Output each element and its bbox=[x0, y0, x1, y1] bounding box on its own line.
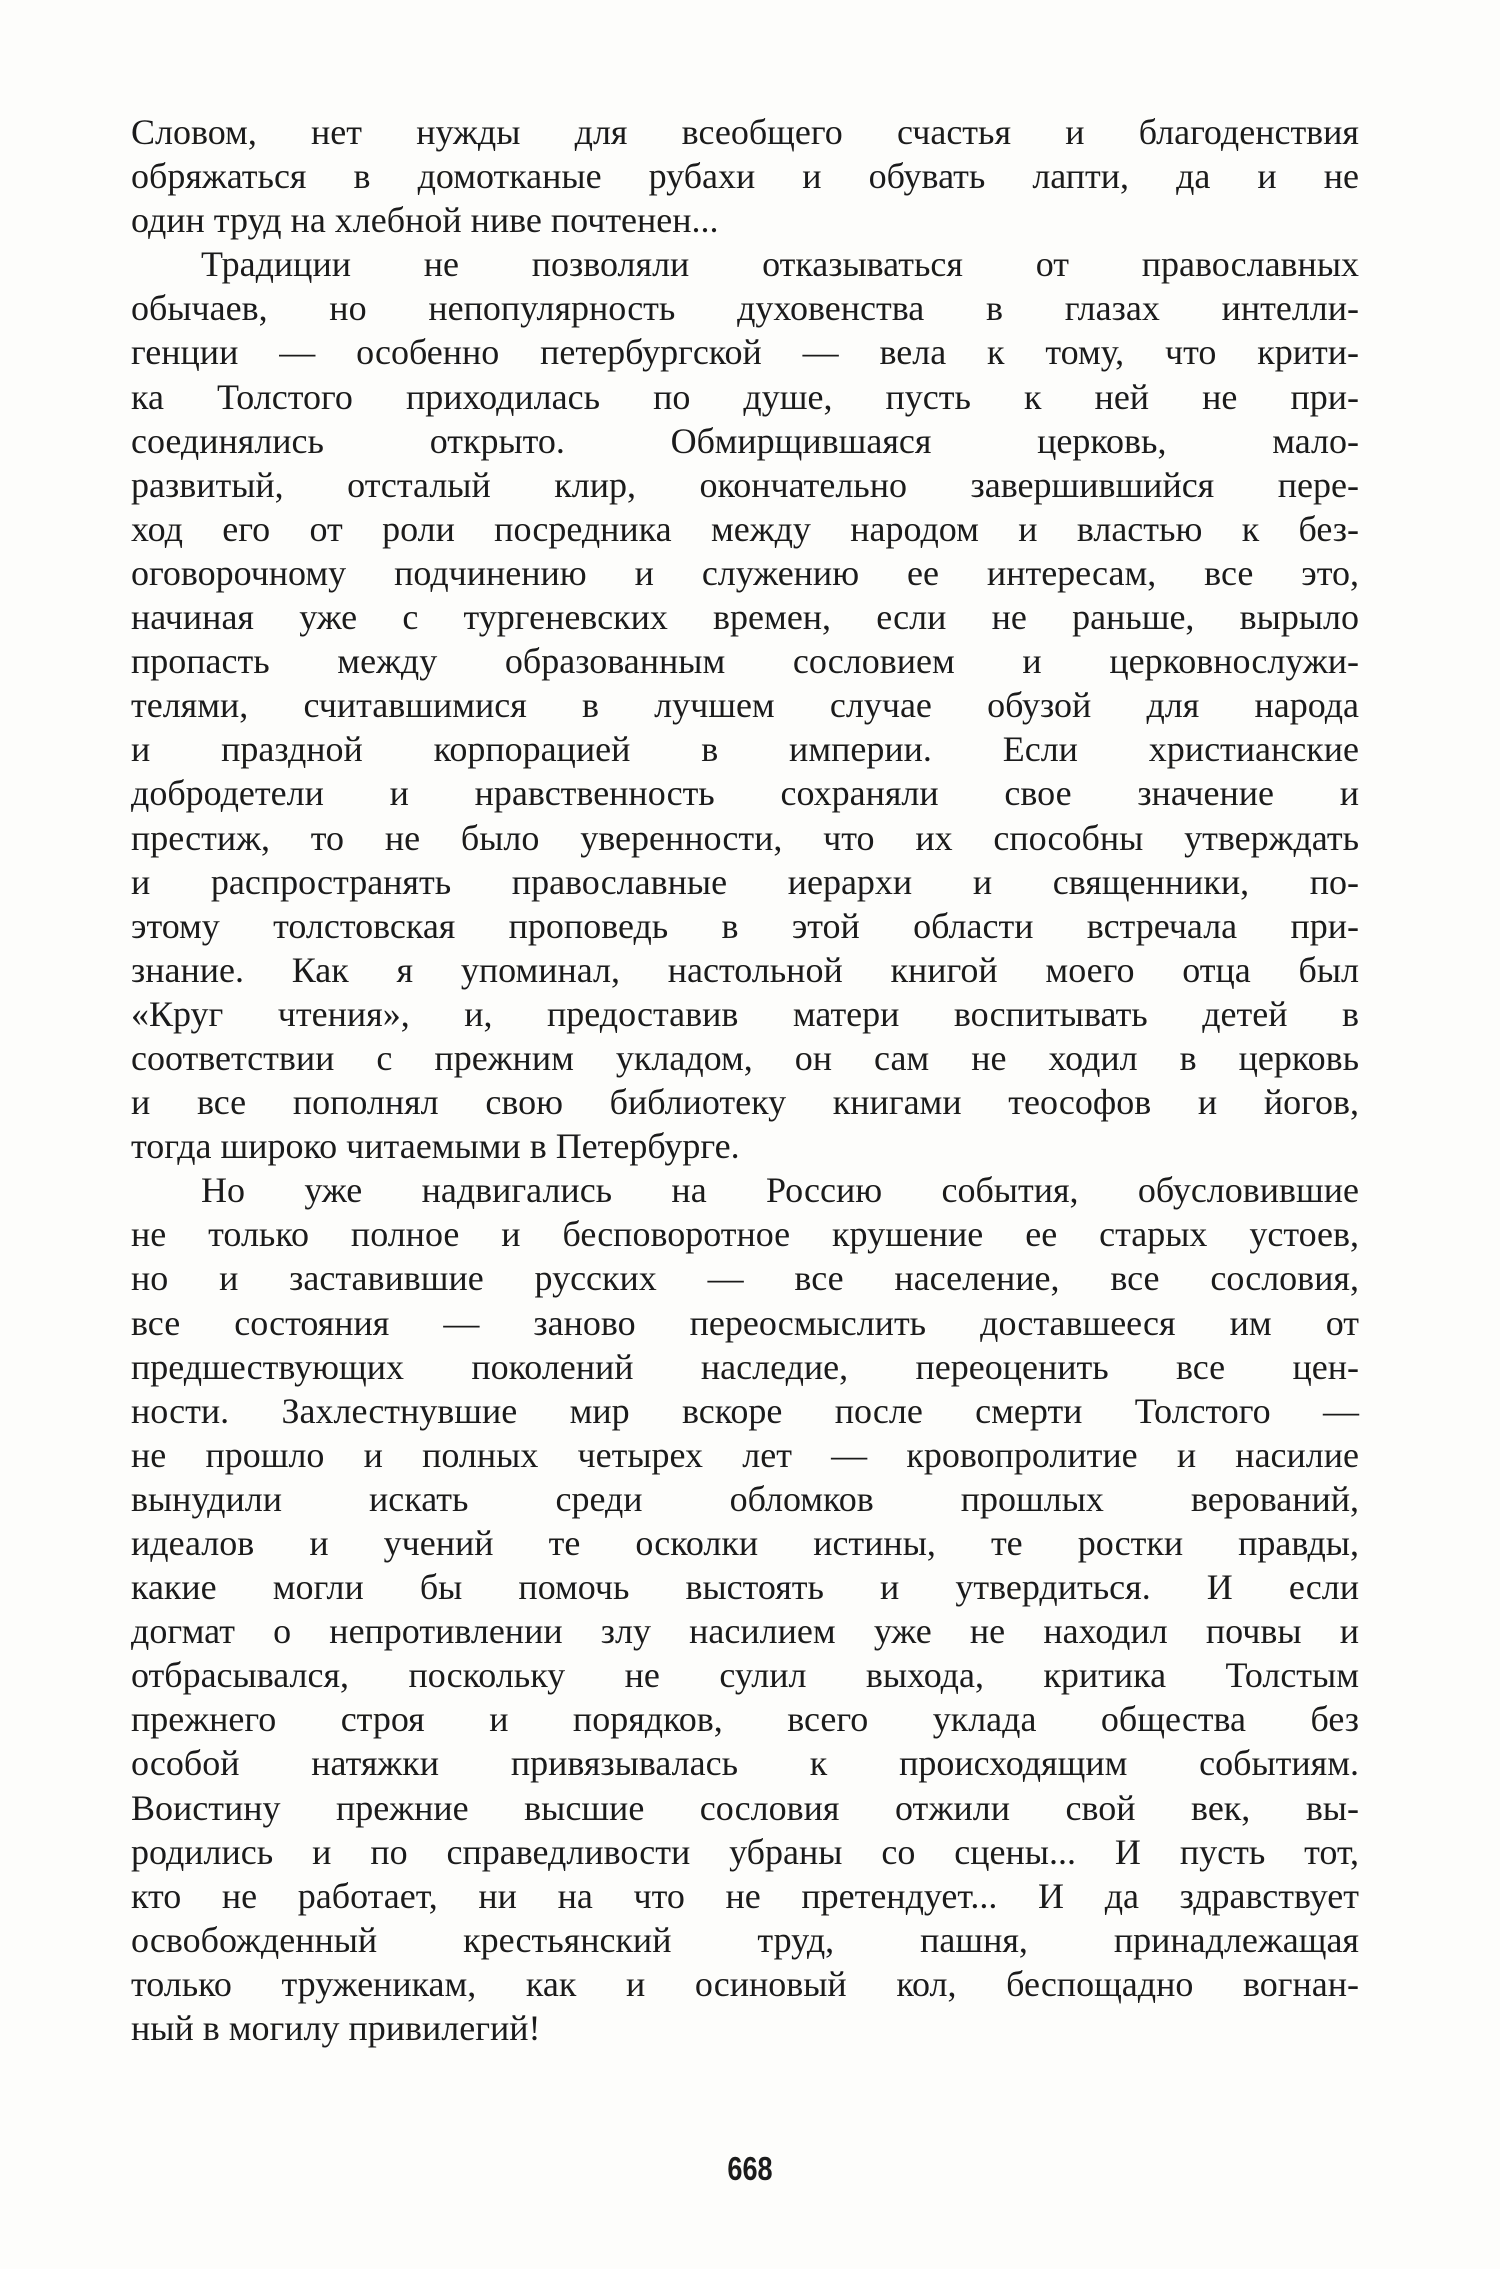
text-line: ход его от роли посредника между народом и властью к без- bbox=[131, 508, 1359, 549]
text-line: ный в могилу привилегий! bbox=[131, 2008, 541, 2049]
text-line: тогда широко читаемыми в Петербурге. bbox=[131, 1126, 740, 1167]
text-line: начиная уже с тургеневских времен, если не раньше, вырыло bbox=[131, 597, 1359, 638]
text-line: родились и по справедливости убраны со сцены... И пусть тот, bbox=[131, 1831, 1359, 1872]
paragraph bbox=[131, 110, 1359, 242]
paragraph bbox=[131, 242, 1359, 1168]
text-line: и все пополнял свою библиотеку книгами теософов и йогов, bbox=[131, 1082, 1359, 1123]
text-line: вынудили искать среди обломков прошлых верований, bbox=[131, 1478, 1359, 1519]
text-line: все состояния — заново переосмыслить доставшееся им от bbox=[131, 1302, 1359, 1343]
text-line: догмат о непротивлении злу насилием уже не находил почвы и bbox=[131, 1611, 1359, 1652]
text-line: Воистину прежние высшие сословия отжили свой век, вы- bbox=[131, 1787, 1359, 1828]
text-line: Словом, нет нужды для всеобщего счастья и благоденствия bbox=[131, 112, 1359, 152]
text-line: ка Толстого приходилась по душе, пусть к ней не при- bbox=[131, 376, 1359, 417]
text-line: соединялись открыто. Обмирщившаяся церковь, мало- bbox=[131, 420, 1359, 461]
text-line: соответствии с прежним укладом, он сам не ходил в церковь bbox=[131, 1037, 1359, 1078]
text-line: развитый, отсталый клир, окончательно завершившийся пере- bbox=[131, 464, 1359, 505]
text-line: и распространять православные иерархи и священники, по- bbox=[131, 861, 1359, 902]
paragraph bbox=[131, 1168, 1359, 2050]
text-line: знание. Как я упоминал, настольной книгой моего отца был bbox=[131, 949, 1359, 990]
text-line: идеалов и учений те осколки истины, те ростки правды, bbox=[131, 1523, 1359, 1563]
text-line: отбрасывался, поскольку не сулил выхода, критика Толстым bbox=[131, 1655, 1359, 1696]
text-line: обряжаться в домотканые рубахи и обувать лапти, да и не bbox=[131, 156, 1359, 197]
text-line: и праздной корпорацией в империи. Если христианские bbox=[131, 729, 1359, 770]
text-line: обычаев, но непопулярность духовенства в глазах интелли- bbox=[131, 288, 1359, 329]
text-line: не только полное и бесповоротное крушение ее старых устоев, bbox=[131, 1214, 1359, 1255]
page-number: 668 bbox=[727, 2150, 773, 2187]
text-line: ности. Захлестнувшие мир вскоре после смерти Толстого — bbox=[131, 1390, 1359, 1431]
text-line: телями, считавшимися в лучшем случае обузой для народа bbox=[131, 685, 1359, 726]
text-line: Но уже надвигались на Россию события, обусловившие bbox=[201, 1170, 1359, 1211]
text-line: предшествующих поколений наследие, переоценить все цен- bbox=[131, 1346, 1359, 1387]
text-line: этому толстовская проповедь в этой области встречала при- bbox=[131, 905, 1359, 946]
text-line: оговорочному подчинению и служению ее интересам, все это, bbox=[131, 552, 1359, 593]
body-text bbox=[131, 110, 1359, 2050]
text-line: не прошло и полных четырех лет — кровопролитие и насилие bbox=[131, 1434, 1359, 1475]
text-line: «Круг чтения», и, предоставив матери воспитывать детей в bbox=[131, 993, 1359, 1034]
text-line: какие могли бы помочь выстоять и утвердиться. И если bbox=[131, 1567, 1359, 1608]
text-line: кто не работает, ни на что не претендует... И да здравствует bbox=[131, 1875, 1359, 1916]
text-line: особой натяжки привязывалась к происходящим событиям. bbox=[131, 1743, 1359, 1784]
text-line: только труженикам, как и осиновый кол, беспощадно вогнан- bbox=[131, 1963, 1359, 2004]
text-line: добродетели и нравственность сохраняли свое значение и bbox=[131, 773, 1359, 814]
text-line: Традиции не позволяли отказываться от православных bbox=[201, 244, 1359, 285]
text-line: прежнего строя и порядков, всего уклада общества без bbox=[131, 1699, 1359, 1740]
text-line: пропасть между образованным сословием и церковнослужи- bbox=[131, 641, 1359, 682]
text-line: престиж, то не было уверенности, что их способны утверждать bbox=[131, 817, 1359, 858]
text-line: но и заставившие русских — все население, все сословия, bbox=[131, 1258, 1359, 1299]
text-line: освобожденный крестьянский труд, пашня, принадлежащая bbox=[131, 1919, 1359, 1960]
text-line: генции — особенно петербургской — вела к тому, что крити- bbox=[131, 332, 1359, 373]
text-line: один труд на хлебной ниве почтенен... bbox=[131, 200, 719, 241]
